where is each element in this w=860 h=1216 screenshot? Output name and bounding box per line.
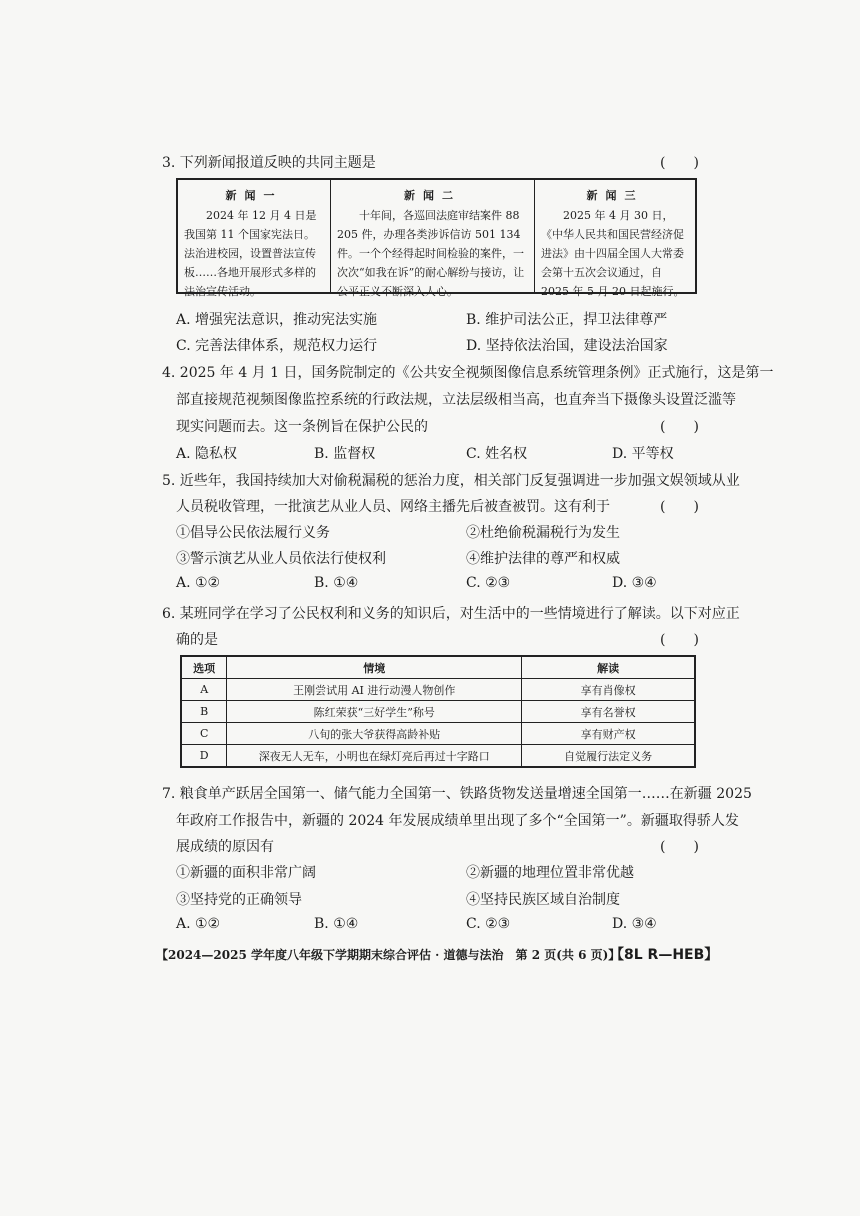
q7-answer-paren: ( ) [660,839,699,855]
table-cell: 陈红荣获“三好学生”称号 [227,701,522,723]
q5-answer-paren: ( ) [660,499,699,515]
q4-stem-line: 部直接规范视频图像监控系统的行政法规，立法层级相当高，也直奔当下摄像头设置泛滥等 [176,392,736,408]
q4-option-b[interactable]: B. 监督权 [314,446,376,462]
table-header: 解读 [522,656,695,679]
table-cell: 享有名誉权 [522,701,695,723]
news-2 [331,180,534,298]
q3-answer-paren: ( ) [660,155,699,171]
table-cell: D [181,745,227,768]
q5-item-1: ①倡导公民依法履行义务 [176,525,330,541]
q6-stem-line: 确的是 [176,632,218,648]
q6-stem-line: 6. 某班同学在学习了公民权利和义务的知识后，对生活中的一些情境进行了解读。以下对应正 [162,606,740,622]
table-header: 情境 [227,656,522,679]
table-cell: 深夜无人无车，小明也在绿灯亮后再过十字路口 [227,745,522,768]
news-3-head: 新闻三 [586,189,644,202]
q3-option-b[interactable]: B. 维护司法公正，捍卫法律尊严 [466,312,668,328]
table-row [181,679,695,701]
q4-stem-line: 4. 2025 年 4 月 1 日，国务院制定的《公共安全视频图像信息系统管理条例》正式施行，这是第一 [162,365,774,381]
table-cell: 八旬的张大爷获得高龄补贴 [227,723,522,745]
q3-news-table [176,178,697,298]
q7-stem-line: 展成绩的原因有 [176,839,274,855]
q7-stem-line: 7. 粮食单产跃居全国第一、储气能力全国第一、铁路货物发送量增速全国第一……在新疆 2025 [162,786,752,802]
q4-answer-paren: ( ) [660,419,699,435]
table-row [181,701,695,723]
q5-option-a[interactable]: A. ①② [176,575,221,591]
news-3 [535,180,695,298]
page-footer: 【2024—2025 学年度八年级下学期期末综合评估 · 道德与法治 第 2 页(共 6 页)】 [156,948,621,962]
table-cell: 自觉履行法定义务 [522,745,695,768]
table-row [181,745,695,768]
q7-option-c[interactable]: C. ②③ [466,916,511,932]
q4-option-a[interactable]: A. 隐私权 [176,446,238,462]
table-row [181,723,695,745]
q5-option-d[interactable]: D. ③④ [612,575,657,591]
q7-option-b[interactable]: B. ①④ [314,916,359,932]
table-cell: B [181,701,227,723]
q3-option-c[interactable]: C. 完善法律体系，规范权力运行 [176,338,378,354]
news-2-body: 十年间，各巡回法庭审结案件 88 205 件，办理各类涉诉信访 501 134 件。一个个经得起时间检验的案件，一次次“如我在诉”的耐心解纷与接访，让公平正义不断深入人心。 [337,209,525,298]
q3-stem: 3. 下列新闻报道反映的共同主题是 [162,155,376,171]
news-1-head: 新闻一 [225,189,283,202]
q7-item-3: ③坚持党的正确领导 [176,892,302,908]
q6-answer-paren: ( ) [660,632,699,648]
table-cell: A [181,679,227,701]
table-cell: 享有财产权 [522,723,695,745]
q5-stem-line: 人员税收管理，一批演艺从业人员、网络主播先后被查被罚。这有利于 [176,499,610,515]
q7-option-d[interactable]: D. ③④ [612,916,657,932]
q7-item-4: ④坚持民族区域自治制度 [466,892,620,908]
table-header: 选项 [181,656,227,679]
news-1 [178,180,330,298]
q5-item-4: ④维护法律的尊严和权威 [466,551,620,567]
paper-code: 【8L R—HEB】 [610,947,719,963]
q4-stem-line: 现实问题而去。这一条例旨在保护公民的 [176,419,428,435]
q7-stem-line: 年政府工作报告中，新疆的 2024 年发展成绩单里出现了多个“全国第一”。新疆取得骄人发 [176,813,739,829]
table-header-row [181,656,695,679]
q6-table [180,655,696,768]
q5-item-3: ③警示演艺从业人员依法行使权利 [176,551,386,567]
table-cell: 享有肖像权 [522,679,695,701]
q5-option-b[interactable]: B. ①④ [314,575,359,591]
q7-option-a[interactable]: A. ①② [176,916,221,932]
q3-option-a[interactable]: A. 增强宪法意识，推动宪法实施 [176,312,378,328]
news-3-body: 2025 年 4 月 30 日，《中华人民共和国民营经济促进法》由十四届全国人大常委会第十五次会议通过，自 2025 年 5 月 20 日起施行。 [541,209,685,298]
news-1-body: 2024 年 12 月 4 日是我国第 11 个国家宪法日。法治进校园，设置普法宣传板……各地开展形式多样的法治宣传活动。 [184,209,317,298]
q5-stem-line: 5. 近些年，我国持续加大对偷税漏税的惩治力度，相关部门反复强调进一步加强文娱领域从业 [162,473,740,489]
table-cell: C [181,723,227,745]
q3-option-d[interactable]: D. 坚持依法治国，建设法治国家 [466,338,668,354]
q7-item-2: ②新疆的地理位置非常优越 [466,865,634,881]
q7-item-1: ①新疆的面积非常广阔 [176,865,316,881]
news-2-head: 新闻二 [404,189,461,202]
q5-item-2: ②杜绝偷税漏税行为发生 [466,525,620,541]
q4-option-c[interactable]: C. 姓名权 [466,446,528,462]
q5-option-c[interactable]: C. ②③ [466,575,511,591]
q4-option-d[interactable]: D. 平等权 [612,446,674,462]
table-cell: 王刚尝试用 AI 进行动漫人物创作 [227,679,522,701]
